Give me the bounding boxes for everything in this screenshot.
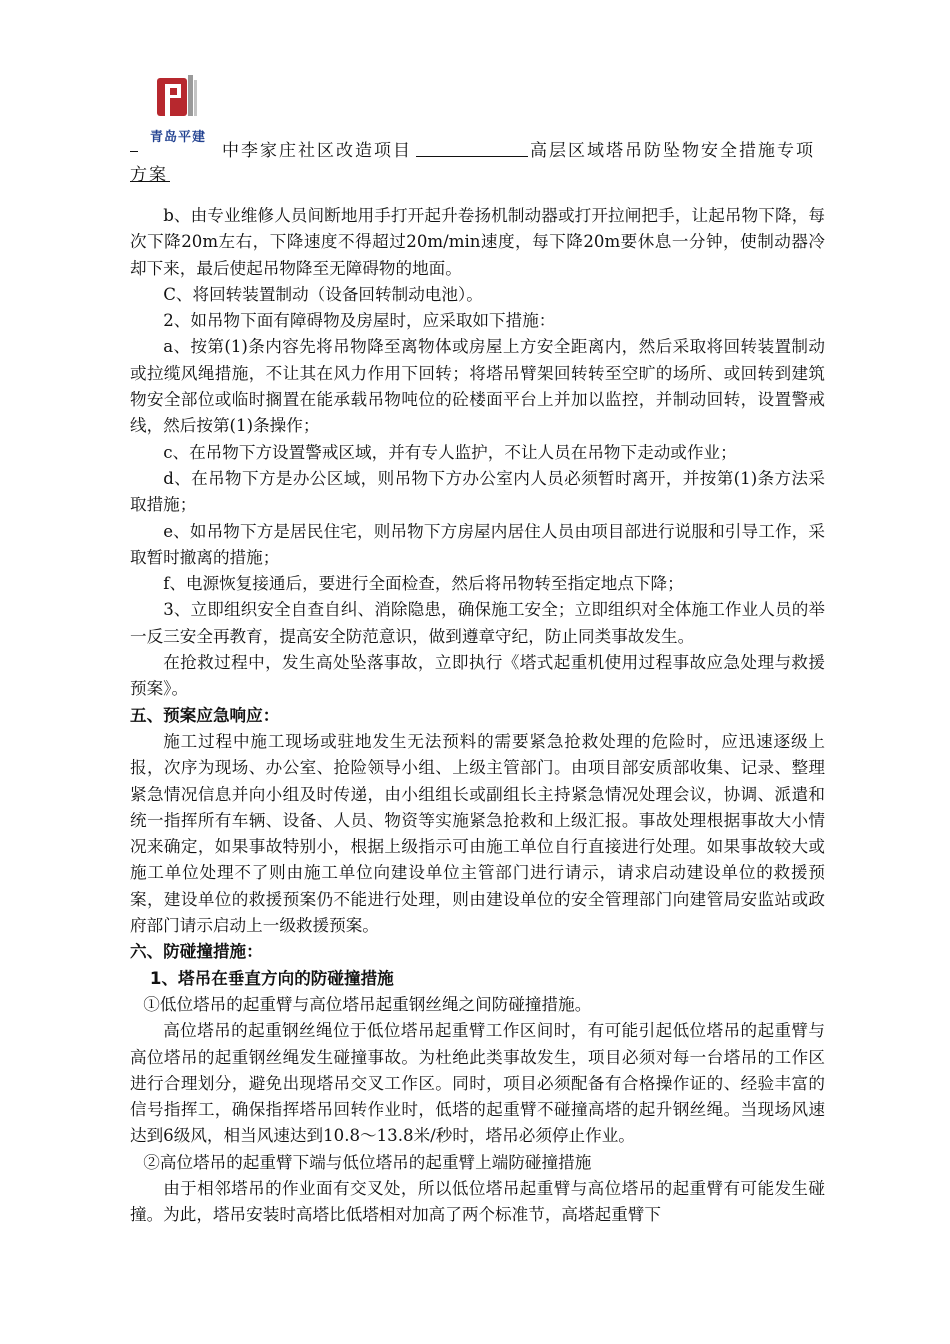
body-paragraph: c、在吊物下方设置警戒区域，并有专人监护，不让人员在吊物下走动或作业； <box>163 442 737 462</box>
body-paragraph: 在抢救过程中，发生高处坠落事故，立即执行《塔式起重机使用过程事故应急处理与救援预案》。 <box>130 653 825 699</box>
logo-text: 青岛平建 <box>149 130 206 145</box>
body-paragraph: 3、立即组织安全自查自纠、消除隐患，确保施工安全；立即组织对全体施工作业人员的举一反三安全再教育，提高安全防范意识，做到遵章守纪，防止同类事故发生。 <box>130 600 825 646</box>
header-underline <box>416 156 528 157</box>
header-doc-title-wrap: 方案 <box>130 165 168 185</box>
header-doc-title: 高层区域塔吊防坠物安全措施专项 <box>530 141 815 161</box>
body-paragraph: a、按第(1)条内容先将吊物降至离物体或房屋上方安全距离内，然后采取将回转装置制动或拉缆风绳措施，不让其在风力作用下回转；将塔吊臂架回转转至空旷的场所、或回转到建筑物安全部位或临时搁置在能承载吊物吨位的砼楼面平台上并加以监控，并制动回转，设置警戒线，然后按第(1)条操作； <box>130 337 825 436</box>
body-paragraph: 2、如吊物下面有障碍物及房屋时，应采取如下措施： <box>163 311 556 331</box>
header-tick <box>130 151 138 152</box>
section-heading: 六、防碰撞措施： <box>130 942 263 962</box>
body-paragraph: d、在吊物下方是办公区域，则吊物下方办公室内人员必须暂时离开，并按第(1)条方法采取措施； <box>130 468 825 515</box>
section-heading: 1、塔吊在垂直方向的防碰撞措施 <box>149 968 394 988</box>
body-paragraph: ②高位塔吊的起重臂下端与低位塔吊的起重臂上端防碰撞措施 <box>143 1152 592 1172</box>
body-paragraph: 高位塔吊的起重钢丝绳位于低位塔吊起重臂工作区间时，有可能引起低位塔吊的起重臂与高位塔吊的起重钢丝绳发生碰撞事故。为杜绝此类事故发生，项目必须对每一台塔吊的工作区进行合理划分，避免出现塔吊交叉工作区。同时，项目必须配备有合格操作证的、经验丰富的信号指挥工，确保指挥塔吊回转作业时，低塔的起重臂不碰撞高塔的起升钢丝绳。当现场风速达到6级风，相当风速达到10.8～13.8米/秒时，塔吊必须停止作业。 <box>130 1021 825 1146</box>
body-paragraph: ①低位塔吊的起重臂与高位塔吊起重钢丝绳之间防碰撞措施。 <box>143 994 592 1014</box>
section-heading: 五、预案应急响应： <box>130 705 280 725</box>
body-paragraph: f、电源恢复接通后，要进行全面检查，然后将吊物转至指定地点下降； <box>163 574 684 594</box>
company-logo <box>140 72 212 152</box>
logo-mark-icon <box>154 72 198 122</box>
body-paragraph: 由于相邻塔吊的作业面有交叉处，所以低位塔吊起重臂与高位塔吊的起重臂有可能发生碰撞。为此，塔吊安装时高塔比低塔相对加高了两个标准节，高塔起重臂下 <box>130 1178 825 1225</box>
body-paragraph: C、将回转装置制动（设备回转制动电池）。 <box>163 284 483 304</box>
body-paragraph: 施工过程中施工现场或驻地发生无法预料的需要紧急抢救处理的危险时，应迅速逐级上报，次序为现场、办公室、抢险领导小组、上级主管部门。由项目部安质部收集、记录、整理紧急情况信息并向小组及时传递，由小组组长或副组长主持紧急情况处理会议，协调、派遣和统一指挥所有车辆、设备、人员、物资等实施紧急抢救和上级汇报。事故处理根据事故大小情况来确定，如果事故特别小，根据上级指示可由施工单位自行直接进行处理。如果事故较大或施工单位处理不了则由施工单位向建设单位主管部门进行请示，请求启动建设单位的救援预案，建设单位的救援预案仍不能进行处理，则由建设单位的安全管理部门向建管局安监站或政府部门请示启动上一级救援预案。 <box>130 731 825 936</box>
body-paragraph: e、如吊物下方是居民住宅，则吊物下方房屋内居住人员由项目部进行说服和引导工作，采取暂时撤离的措施； <box>130 521 825 567</box>
header-project-name: 中李家庄社区改造项目 <box>222 141 412 161</box>
document-body <box>130 203 825 1229</box>
body-paragraph: b、由专业维修人员间断地用手打开起升卷扬机制动器或打开拉闸把手，让起吊物下降，每次下降20m左右，下降速度不得超过20m/min速度，每下降20m要休息一分钟，使制动器冷却下来，最后使起吊物降至无障碍物的地面。 <box>130 206 825 278</box>
header-rule <box>130 181 170 182</box>
